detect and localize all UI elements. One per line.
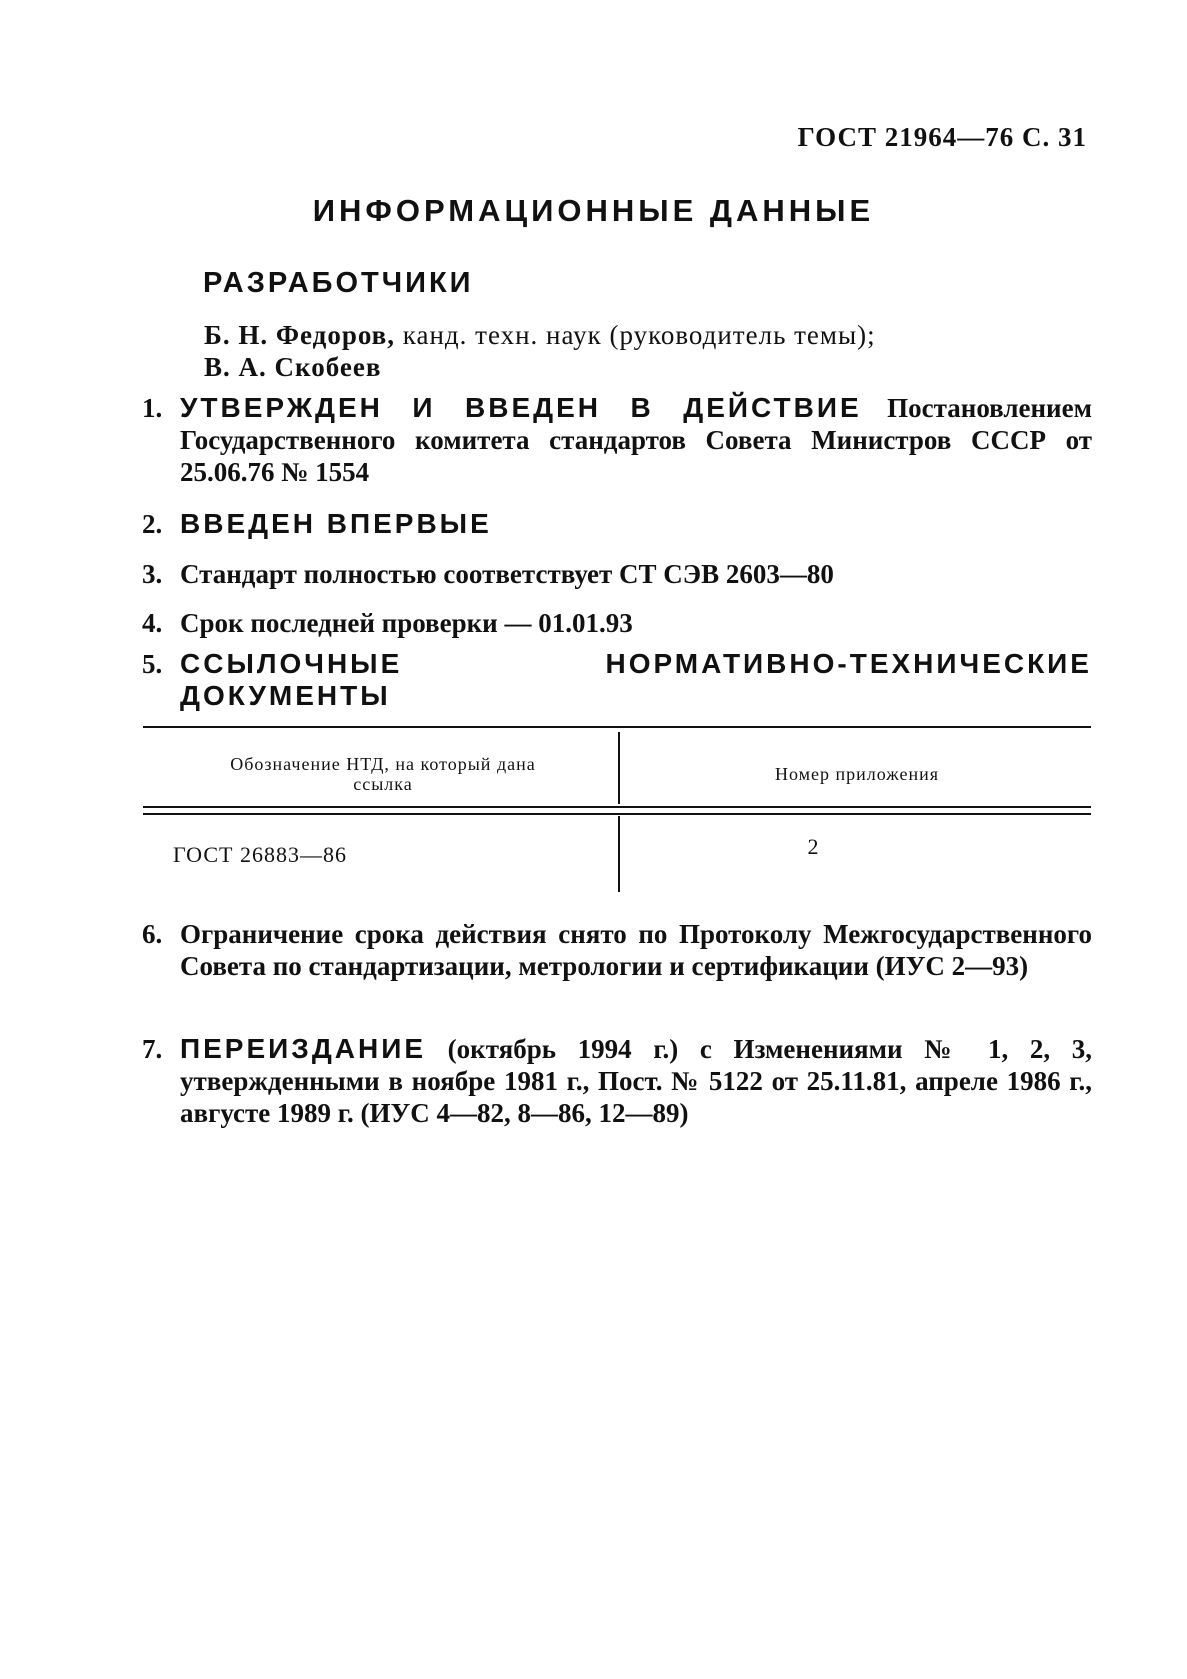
item-text: (октябрь 1994 г.) с Изменениями № 1, 2, 3, утвержденными в ноябре 1981 г., Пост. № 5122 от 25.11.81, апреле 1986 г., августе 1989 г. (ИУС 4—82, 8—86, 12—89): [180, 1034, 1092, 1128]
item-number: 6.: [142, 919, 163, 949]
item-body: [180, 648, 1092, 712]
developer-name: В. А. Скобеев: [204, 352, 382, 382]
list-item: [142, 392, 1092, 488]
developers-heading: РАЗРАБОТЧИКИ: [203, 267, 474, 299]
reference-table: [143, 726, 1091, 891]
item-body: [180, 1033, 1092, 1129]
table-header-appendix: Номер приложения: [774, 764, 940, 784]
item-text: Ограничение срока действия снято по Протоколу Межгосударственного Совета по стандартизации, метрологии и сертификации (ИУС 2—93): [180, 919, 1092, 981]
item-number: 3.: [142, 559, 163, 589]
item-number: 5.: [142, 649, 163, 679]
developer-line: [204, 320, 876, 351]
list-item: [142, 1033, 1092, 1129]
item-caps: УТВЕРЖДЕН И ВВЕДЕН В ДЕЙСТВИЕ: [180, 392, 862, 423]
developer-name: Б. Н. Федоров,: [204, 320, 396, 350]
developer-line: [204, 352, 381, 383]
list-item: [142, 607, 1092, 639]
item-number: 4.: [142, 608, 163, 638]
item-caps: ПЕРЕИЗДАНИЕ: [180, 1033, 427, 1064]
list-item: [142, 648, 1092, 712]
list-item: [142, 918, 1092, 982]
item-body: [180, 607, 1092, 639]
table-header-designation: Обозначение НТД, на который дана ссылка: [230, 754, 536, 794]
table-header-rule: [143, 806, 1091, 815]
item-text: Стандарт полностью соответствует СТ СЭВ 2603—80: [180, 559, 834, 589]
item-number: 1.: [142, 393, 163, 423]
list-item: [142, 508, 1092, 540]
developer-note: канд. техн. наук (руководитель темы);: [395, 320, 876, 350]
table-cell-designation: ГОСТ 26883—86: [173, 842, 347, 867]
item-text: Постановлением Государственного комитета стандартов Совета Министров СССР от 25.06.76 № 1554: [180, 393, 1092, 487]
item-number: 7.: [142, 1034, 163, 1064]
item-caps: ВВЕДЕН ВПЕРВЫЕ: [180, 508, 492, 539]
page-title: ИНФОРМАЦИОННЫЕ ДАННЫЕ: [312, 193, 875, 228]
item-body: [180, 918, 1092, 982]
item-text: Срок последней проверки — 01.01.93: [180, 608, 633, 638]
item-body: [180, 558, 1092, 590]
table-rule: [143, 726, 1091, 728]
list-item: [142, 558, 1092, 590]
item-caps: ССЫЛОЧНЫЕ НОРМАТИВНО-ТЕХНИЧЕСКИЕ ДОКУМЕНТЫ: [180, 648, 1092, 711]
item-body: [180, 392, 1092, 488]
page-reference: ГОСТ 21964—76 С. 31: [797, 122, 1087, 152]
item-body: [180, 508, 1092, 540]
item-number: 2.: [142, 509, 163, 539]
table-cell-appendix: 2: [807, 834, 819, 859]
